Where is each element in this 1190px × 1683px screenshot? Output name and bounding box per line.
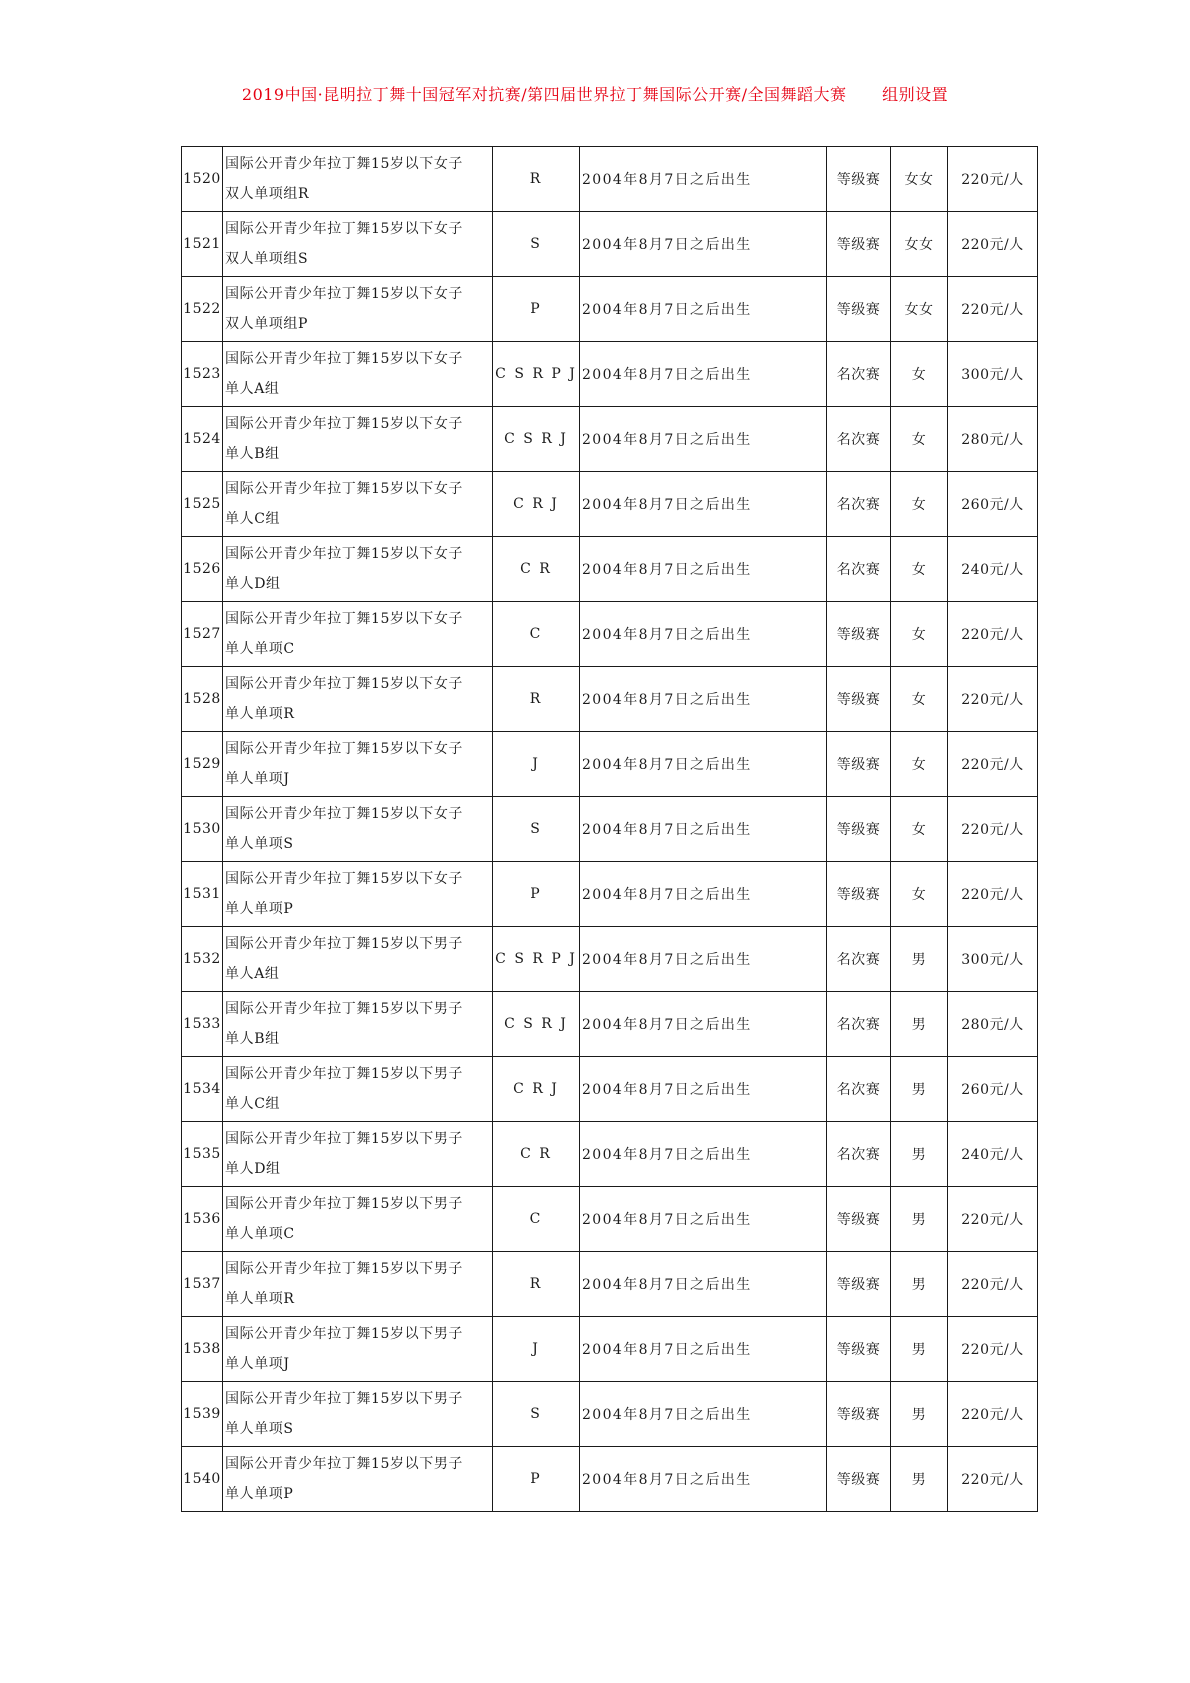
group-name-line1: 国际公开青少年拉丁舞15岁以下女子 bbox=[225, 871, 464, 887]
group-number: 1528 bbox=[182, 667, 223, 732]
birth-requirement: 2004年8月7日之后出生 bbox=[580, 1187, 827, 1252]
group-number: 1520 bbox=[182, 147, 223, 212]
group-number: 1524 bbox=[182, 407, 223, 472]
gender: 男 bbox=[891, 1317, 948, 1382]
group-name bbox=[223, 1057, 493, 1122]
competition-type: 等级赛 bbox=[827, 1382, 891, 1447]
competition-type: 名次赛 bbox=[827, 927, 891, 992]
gender: 女女 bbox=[891, 212, 948, 277]
entry-fee: 260元/人 bbox=[948, 472, 1038, 537]
table-row bbox=[182, 1122, 1038, 1187]
birth-requirement: 2004年8月7日之后出生 bbox=[580, 602, 827, 667]
entry-fee: 260元/人 bbox=[948, 1057, 1038, 1122]
competition-type: 等级赛 bbox=[827, 1317, 891, 1382]
entry-fee: 240元/人 bbox=[948, 537, 1038, 602]
group-name-line1: 国际公开青少年拉丁舞15岁以下男子 bbox=[225, 936, 464, 952]
gender: 女 bbox=[891, 797, 948, 862]
gender: 男 bbox=[891, 1382, 948, 1447]
dance-codes: J bbox=[493, 1317, 580, 1382]
document-subtitle: 组别设置 bbox=[882, 85, 949, 104]
table-row bbox=[182, 1187, 1038, 1252]
competition-type: 等级赛 bbox=[827, 1447, 891, 1512]
group-name-line2: 单人单项C bbox=[225, 641, 295, 657]
competition-type: 等级赛 bbox=[827, 797, 891, 862]
dance-codes: P bbox=[493, 862, 580, 927]
group-number: 1539 bbox=[182, 1382, 223, 1447]
group-table bbox=[181, 146, 1038, 1512]
group-name bbox=[223, 277, 493, 342]
group-name bbox=[223, 147, 493, 212]
gender: 男 bbox=[891, 1187, 948, 1252]
birth-requirement: 2004年8月7日之后出生 bbox=[580, 1057, 827, 1122]
group-name-line2: 单人单项P bbox=[225, 1486, 294, 1502]
group-name-line2: 单人单项R bbox=[225, 706, 295, 722]
competition-type: 名次赛 bbox=[827, 342, 891, 407]
group-name-line1: 国际公开青少年拉丁舞15岁以下女子 bbox=[225, 741, 464, 757]
dance-codes: C S R P J bbox=[493, 927, 580, 992]
table-row bbox=[182, 927, 1038, 992]
entry-fee: 220元/人 bbox=[948, 1447, 1038, 1512]
competition-type: 名次赛 bbox=[827, 1057, 891, 1122]
group-name bbox=[223, 1382, 493, 1447]
dance-codes: C R bbox=[493, 537, 580, 602]
gender: 女 bbox=[891, 862, 948, 927]
birth-requirement: 2004年8月7日之后出生 bbox=[580, 1382, 827, 1447]
dance-codes: S bbox=[493, 212, 580, 277]
table-row bbox=[182, 602, 1038, 667]
birth-requirement: 2004年8月7日之后出生 bbox=[580, 342, 827, 407]
group-name-line2: 单人单项J bbox=[225, 1356, 290, 1372]
group-name bbox=[223, 927, 493, 992]
table-row bbox=[182, 1447, 1038, 1512]
group-number: 1540 bbox=[182, 1447, 223, 1512]
group-name-line2: 双人单项组R bbox=[225, 186, 310, 202]
group-name-line1: 国际公开青少年拉丁舞15岁以下女子 bbox=[225, 676, 464, 692]
competition-type: 名次赛 bbox=[827, 407, 891, 472]
group-name-line2: 单人D组 bbox=[225, 576, 281, 592]
group-number: 1534 bbox=[182, 1057, 223, 1122]
group-name bbox=[223, 342, 493, 407]
table-row bbox=[182, 472, 1038, 537]
gender: 女 bbox=[891, 667, 948, 732]
competition-type: 等级赛 bbox=[827, 1187, 891, 1252]
gender: 男 bbox=[891, 992, 948, 1057]
entry-fee: 220元/人 bbox=[948, 667, 1038, 732]
dance-codes: C S R P J bbox=[493, 342, 580, 407]
table-row bbox=[182, 862, 1038, 927]
gender: 女 bbox=[891, 602, 948, 667]
competition-type: 名次赛 bbox=[827, 992, 891, 1057]
group-name-line1: 国际公开青少年拉丁舞15岁以下男子 bbox=[225, 1456, 464, 1472]
birth-requirement: 2004年8月7日之后出生 bbox=[580, 667, 827, 732]
group-number: 1525 bbox=[182, 472, 223, 537]
table-row bbox=[182, 1317, 1038, 1382]
group-name bbox=[223, 212, 493, 277]
table-row bbox=[182, 797, 1038, 862]
group-name-line1: 国际公开青少年拉丁舞15岁以下女子 bbox=[225, 286, 464, 302]
group-name-line1: 国际公开青少年拉丁舞15岁以下女子 bbox=[225, 351, 464, 367]
group-name-line1: 国际公开青少年拉丁舞15岁以下男子 bbox=[225, 1196, 464, 1212]
group-name bbox=[223, 1187, 493, 1252]
group-name bbox=[223, 537, 493, 602]
birth-requirement: 2004年8月7日之后出生 bbox=[580, 472, 827, 537]
dance-codes: C R J bbox=[493, 472, 580, 537]
birth-requirement: 2004年8月7日之后出生 bbox=[580, 1252, 827, 1317]
group-name-line1: 国际公开青少年拉丁舞15岁以下男子 bbox=[225, 1001, 464, 1017]
gender: 男 bbox=[891, 1122, 948, 1187]
document-title: 2019中国·昆明拉丁舞十国冠军对抗赛/第四届世界拉丁舞国际公开赛/全国舞蹈大赛 bbox=[241, 85, 847, 104]
table-row bbox=[182, 277, 1038, 342]
entry-fee: 220元/人 bbox=[948, 602, 1038, 667]
group-name-line1: 国际公开青少年拉丁舞15岁以下女子 bbox=[225, 416, 464, 432]
dance-codes: C S R J bbox=[493, 992, 580, 1057]
group-name bbox=[223, 992, 493, 1057]
table-row bbox=[182, 342, 1038, 407]
dance-codes: S bbox=[493, 797, 580, 862]
entry-fee: 220元/人 bbox=[948, 277, 1038, 342]
table-row bbox=[182, 1252, 1038, 1317]
group-name bbox=[223, 602, 493, 667]
dance-codes: C S R J bbox=[493, 407, 580, 472]
group-name bbox=[223, 472, 493, 537]
group-number: 1522 bbox=[182, 277, 223, 342]
competition-type: 名次赛 bbox=[827, 537, 891, 602]
group-number: 1526 bbox=[182, 537, 223, 602]
competition-type: 等级赛 bbox=[827, 277, 891, 342]
competition-type: 等级赛 bbox=[827, 602, 891, 667]
competition-type: 等级赛 bbox=[827, 147, 891, 212]
group-name-line1: 国际公开青少年拉丁舞15岁以下女子 bbox=[225, 806, 464, 822]
entry-fee: 220元/人 bbox=[948, 1317, 1038, 1382]
birth-requirement: 2004年8月7日之后出生 bbox=[580, 147, 827, 212]
group-name-line2: 单人B组 bbox=[225, 446, 280, 462]
competition-type: 等级赛 bbox=[827, 732, 891, 797]
gender: 男 bbox=[891, 1252, 948, 1317]
dance-codes: C R J bbox=[493, 1057, 580, 1122]
group-name bbox=[223, 1122, 493, 1187]
table-row bbox=[182, 1382, 1038, 1447]
gender: 女女 bbox=[891, 277, 948, 342]
entry-fee: 220元/人 bbox=[948, 212, 1038, 277]
table-row bbox=[182, 732, 1038, 797]
entry-fee: 240元/人 bbox=[948, 1122, 1038, 1187]
group-name-line1: 国际公开青少年拉丁舞15岁以下女子 bbox=[225, 546, 464, 562]
group-name-line2: 单人单项J bbox=[225, 771, 290, 787]
competition-type: 名次赛 bbox=[827, 472, 891, 537]
dance-codes: C bbox=[493, 602, 580, 667]
group-name bbox=[223, 667, 493, 732]
group-name-line2: 单人单项C bbox=[225, 1226, 295, 1242]
entry-fee: 300元/人 bbox=[948, 927, 1038, 992]
birth-requirement: 2004年8月7日之后出生 bbox=[580, 212, 827, 277]
dance-codes: R bbox=[493, 1252, 580, 1317]
group-name-line2: 单人单项S bbox=[225, 836, 294, 852]
table-row bbox=[182, 147, 1038, 212]
group-number: 1530 bbox=[182, 797, 223, 862]
dance-codes: J bbox=[493, 732, 580, 797]
entry-fee: 220元/人 bbox=[948, 1187, 1038, 1252]
group-name-line1: 国际公开青少年拉丁舞15岁以下女子 bbox=[225, 481, 464, 497]
group-name bbox=[223, 797, 493, 862]
gender: 女 bbox=[891, 342, 948, 407]
dance-codes: R bbox=[493, 147, 580, 212]
entry-fee: 280元/人 bbox=[948, 407, 1038, 472]
gender: 女 bbox=[891, 537, 948, 602]
group-name-line2: 单人A组 bbox=[225, 966, 280, 982]
gender: 女 bbox=[891, 407, 948, 472]
group-name-line2: 单人A组 bbox=[225, 381, 280, 397]
group-number: 1533 bbox=[182, 992, 223, 1057]
birth-requirement: 2004年8月7日之后出生 bbox=[580, 1122, 827, 1187]
group-number: 1521 bbox=[182, 212, 223, 277]
table-row bbox=[182, 407, 1038, 472]
gender: 女 bbox=[891, 732, 948, 797]
group-name bbox=[223, 862, 493, 927]
group-number: 1531 bbox=[182, 862, 223, 927]
page-header bbox=[0, 82, 1190, 105]
group-name-line1: 国际公开青少年拉丁舞15岁以下女子 bbox=[225, 611, 464, 627]
entry-fee: 220元/人 bbox=[948, 1382, 1038, 1447]
birth-requirement: 2004年8月7日之后出生 bbox=[580, 537, 827, 602]
table-row bbox=[182, 667, 1038, 732]
entry-fee: 220元/人 bbox=[948, 732, 1038, 797]
birth-requirement: 2004年8月7日之后出生 bbox=[580, 1447, 827, 1512]
group-number: 1538 bbox=[182, 1317, 223, 1382]
birth-requirement: 2004年8月7日之后出生 bbox=[580, 797, 827, 862]
competition-type: 等级赛 bbox=[827, 212, 891, 277]
birth-requirement: 2004年8月7日之后出生 bbox=[580, 862, 827, 927]
group-name-line2: 单人单项S bbox=[225, 1421, 294, 1437]
birth-requirement: 2004年8月7日之后出生 bbox=[580, 1317, 827, 1382]
group-name bbox=[223, 1317, 493, 1382]
group-name-line1: 国际公开青少年拉丁舞15岁以下男子 bbox=[225, 1131, 464, 1147]
group-name bbox=[223, 1447, 493, 1512]
group-name-line2: 单人单项P bbox=[225, 901, 294, 917]
birth-requirement: 2004年8月7日之后出生 bbox=[580, 927, 827, 992]
table-row bbox=[182, 1057, 1038, 1122]
competition-type: 名次赛 bbox=[827, 1122, 891, 1187]
dance-codes: P bbox=[493, 1447, 580, 1512]
group-number: 1532 bbox=[182, 927, 223, 992]
competition-type: 等级赛 bbox=[827, 862, 891, 927]
group-number: 1535 bbox=[182, 1122, 223, 1187]
group-name-line1: 国际公开青少年拉丁舞15岁以下男子 bbox=[225, 1261, 464, 1277]
dance-codes: P bbox=[493, 277, 580, 342]
gender: 男 bbox=[891, 1447, 948, 1512]
group-name bbox=[223, 407, 493, 472]
table-row bbox=[182, 212, 1038, 277]
group-name-line2: 单人C组 bbox=[225, 511, 281, 527]
gender: 男 bbox=[891, 927, 948, 992]
group-name-line2: 单人B组 bbox=[225, 1031, 280, 1047]
group-name-line1: 国际公开青少年拉丁舞15岁以下女子 bbox=[225, 221, 464, 237]
table-row bbox=[182, 992, 1038, 1057]
dance-codes: R bbox=[493, 667, 580, 732]
group-name-line1: 国际公开青少年拉丁舞15岁以下男子 bbox=[225, 1066, 464, 1082]
gender: 男 bbox=[891, 1057, 948, 1122]
group-number: 1527 bbox=[182, 602, 223, 667]
group-name-line1: 国际公开青少年拉丁舞15岁以下女子 bbox=[225, 156, 464, 172]
birth-requirement: 2004年8月7日之后出生 bbox=[580, 992, 827, 1057]
dance-codes: C R bbox=[493, 1122, 580, 1187]
gender: 女 bbox=[891, 472, 948, 537]
entry-fee: 220元/人 bbox=[948, 862, 1038, 927]
competition-type: 等级赛 bbox=[827, 667, 891, 732]
table-row bbox=[182, 537, 1038, 602]
group-number: 1529 bbox=[182, 732, 223, 797]
competition-type: 等级赛 bbox=[827, 1252, 891, 1317]
group-name-line1: 国际公开青少年拉丁舞15岁以下男子 bbox=[225, 1391, 464, 1407]
entry-fee: 220元/人 bbox=[948, 1252, 1038, 1317]
group-name-line2: 单人C组 bbox=[225, 1096, 281, 1112]
group-name bbox=[223, 732, 493, 797]
gender: 女女 bbox=[891, 147, 948, 212]
dance-codes: C bbox=[493, 1187, 580, 1252]
group-table-body bbox=[182, 147, 1038, 1512]
dance-codes: S bbox=[493, 1382, 580, 1447]
group-number: 1537 bbox=[182, 1252, 223, 1317]
entry-fee: 280元/人 bbox=[948, 992, 1038, 1057]
entry-fee: 220元/人 bbox=[948, 147, 1038, 212]
group-name-line1: 国际公开青少年拉丁舞15岁以下男子 bbox=[225, 1326, 464, 1342]
group-name-line2: 单人单项R bbox=[225, 1291, 295, 1307]
entry-fee: 220元/人 bbox=[948, 797, 1038, 862]
birth-requirement: 2004年8月7日之后出生 bbox=[580, 732, 827, 797]
group-name bbox=[223, 1252, 493, 1317]
group-number: 1536 bbox=[182, 1187, 223, 1252]
group-number: 1523 bbox=[182, 342, 223, 407]
birth-requirement: 2004年8月7日之后出生 bbox=[580, 277, 827, 342]
birth-requirement: 2004年8月7日之后出生 bbox=[580, 407, 827, 472]
group-name-line2: 双人单项组P bbox=[225, 316, 309, 332]
group-name-line2: 双人单项组S bbox=[225, 251, 309, 267]
group-name-line2: 单人D组 bbox=[225, 1161, 281, 1177]
entry-fee: 300元/人 bbox=[948, 342, 1038, 407]
